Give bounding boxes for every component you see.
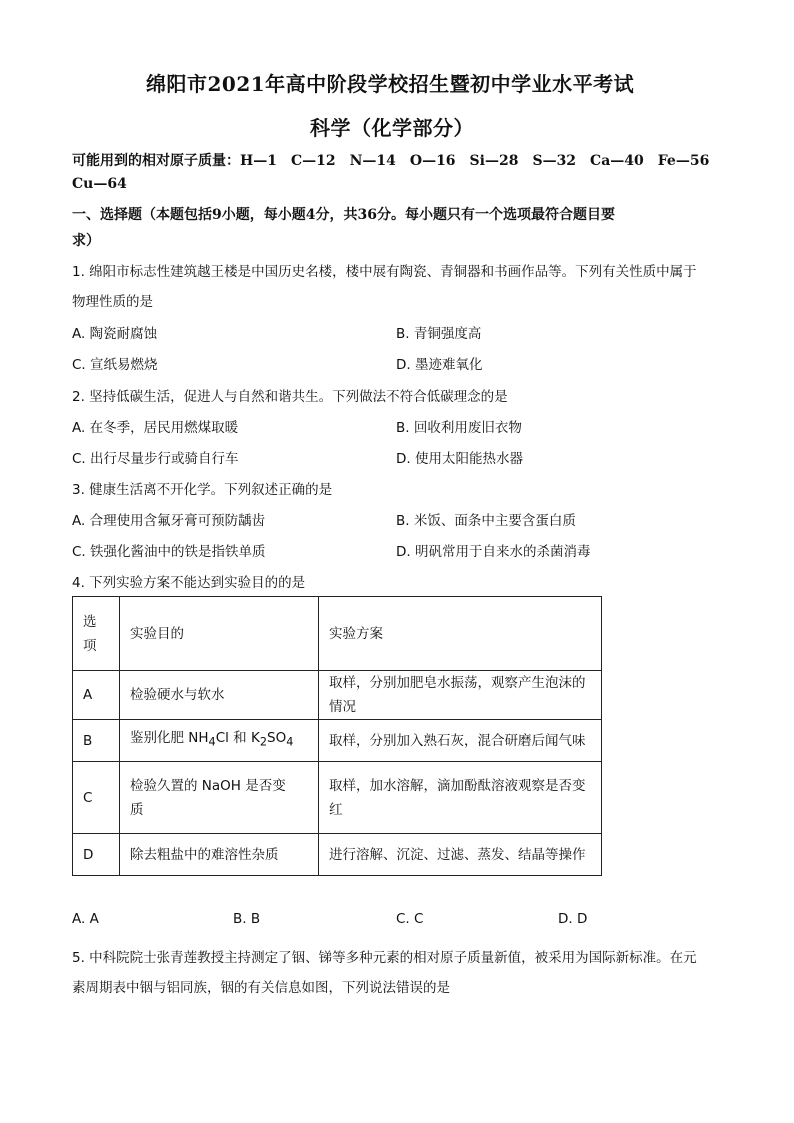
subscript: 4 xyxy=(286,735,294,749)
question-1-option-d: D. 墨迹难氧化 xyxy=(396,357,483,373)
page-title: 绵阳市2021年高中阶段学校招生暨初中学业水平考试 xyxy=(146,72,635,96)
subscript: 2 xyxy=(259,735,268,749)
table-row xyxy=(73,762,602,834)
row-plan: 取样，加水溶解，滴加酚酞溶液观察是否变红 xyxy=(319,762,602,834)
question-4-option-c: C. C xyxy=(396,911,424,927)
row-plan: 取样，分别加入熟石灰，混合研磨后闻气味 xyxy=(319,720,602,762)
question-2-option-d: D. 使用太阳能热水器 xyxy=(396,451,523,467)
question-1-option-b: B. 青铜强度高 xyxy=(396,326,482,342)
header-option-char-2: 项 xyxy=(83,637,97,654)
question-4-stem: 4. 下列实验方案不能达到实验目的的是 xyxy=(72,575,306,591)
question-1-stem-line-2: 物理性质的是 xyxy=(72,294,153,310)
table-header-option xyxy=(73,597,120,671)
row-purpose-line-2: 质 xyxy=(130,801,144,818)
section-heading-line-2: 求） xyxy=(72,233,100,249)
question-1-option-c: C. 宣纸易燃烧 xyxy=(72,357,158,373)
row-plan: 进行溶解、沉淀、过滤、蒸发、结晶等操作 xyxy=(319,834,602,876)
question-3-option-b: B. 米饭、面条中主要含蛋白质 xyxy=(396,513,576,529)
atomic-masses-line-2: Cu—64 xyxy=(72,176,127,192)
formula-text: Cl 和 K xyxy=(215,730,260,747)
row-purpose xyxy=(120,720,319,762)
question-3-option-c: C. 铁强化酱油中的铁是指铁单质 xyxy=(72,544,266,560)
question-5-stem-line-1: 5. 中科院院士张青莲教授主持测定了铟、锑等多种元素的相对原子质量新值，被采用为国际新标准。在元 xyxy=(72,950,697,966)
row-purpose xyxy=(120,762,319,834)
question-2-stem: 2. 坚持低碳生活，促进人与自然和谐共生。下列做法不符合低碳理念的是 xyxy=(72,389,508,405)
row-purpose: 检验硬水与软水 xyxy=(120,671,319,720)
row-purpose-line-1: 检验久置的 NaOH 是否变 xyxy=(130,777,286,794)
row-option-label: C xyxy=(73,762,120,834)
row-option-label: A xyxy=(73,671,120,720)
subscript: 4 xyxy=(208,735,216,749)
formula-text: SO xyxy=(267,730,287,747)
question-4-option-b: B. B xyxy=(233,911,261,927)
question-1-option-a: A. 陶瓷耐腐蚀 xyxy=(72,326,158,342)
question-3-option-a: A. 合理使用含氟牙膏可预防龋齿 xyxy=(72,513,266,529)
table-header-row xyxy=(73,597,602,671)
question-1-stem-line-1: 1. 绵阳市标志性建筑越王楼是中国历史名楼，楼中展有陶瓷、青铜器和书画作品等。下列有关性质中属于 xyxy=(72,264,697,280)
row-purpose: 除去粗盐中的难溶性杂质 xyxy=(120,834,319,876)
table-header-purpose: 实验目的 xyxy=(120,597,319,671)
question-5-stem-line-2: 素周期表中铟与铝同族，铟的有关信息如图，下列说法错误的是 xyxy=(72,980,450,996)
section-heading-line-1: 一、选择题（本题包括9小题，每小题4分，共36分。每小题只有一个选项最符合题目要 xyxy=(72,207,615,223)
row-option-label: D xyxy=(73,834,120,876)
question-4-option-d: D. D xyxy=(558,911,588,927)
table-row xyxy=(73,671,602,720)
question-2-option-b: B. 回收利用废旧衣物 xyxy=(396,420,522,436)
row-option-label: B xyxy=(73,720,120,762)
question-3-option-d: D. 明矾常用于自来水的杀菌消毒 xyxy=(396,544,591,560)
atomic-masses-line-1: 可能用到的相对原子质量：H—1 C—12 N—14 O—16 Si—28 S—32 Ca—40 Fe—56 xyxy=(72,153,710,169)
question-3-stem: 3. 健康生活离不开化学。下列叙述正确的是 xyxy=(72,482,333,498)
table-row xyxy=(73,834,602,876)
table-header-plan: 实验方案 xyxy=(319,597,602,671)
header-option-char-1: 选 xyxy=(83,613,97,630)
question-2-option-c: C. 出行尽量步行或骑自行车 xyxy=(72,451,239,467)
table-row xyxy=(73,720,602,762)
page-subtitle: 科学（化学部分） xyxy=(310,116,474,140)
row-plan: 取样，分别加肥皂水振荡，观察产生泡沫的情况 xyxy=(319,671,602,720)
question-2-option-a: A. 在冬季，居民用燃煤取暖 xyxy=(72,420,239,436)
experiment-table xyxy=(72,596,602,876)
question-4-option-a: A. A xyxy=(72,911,99,927)
formula-text: 鉴别化肥 NH xyxy=(130,730,209,747)
